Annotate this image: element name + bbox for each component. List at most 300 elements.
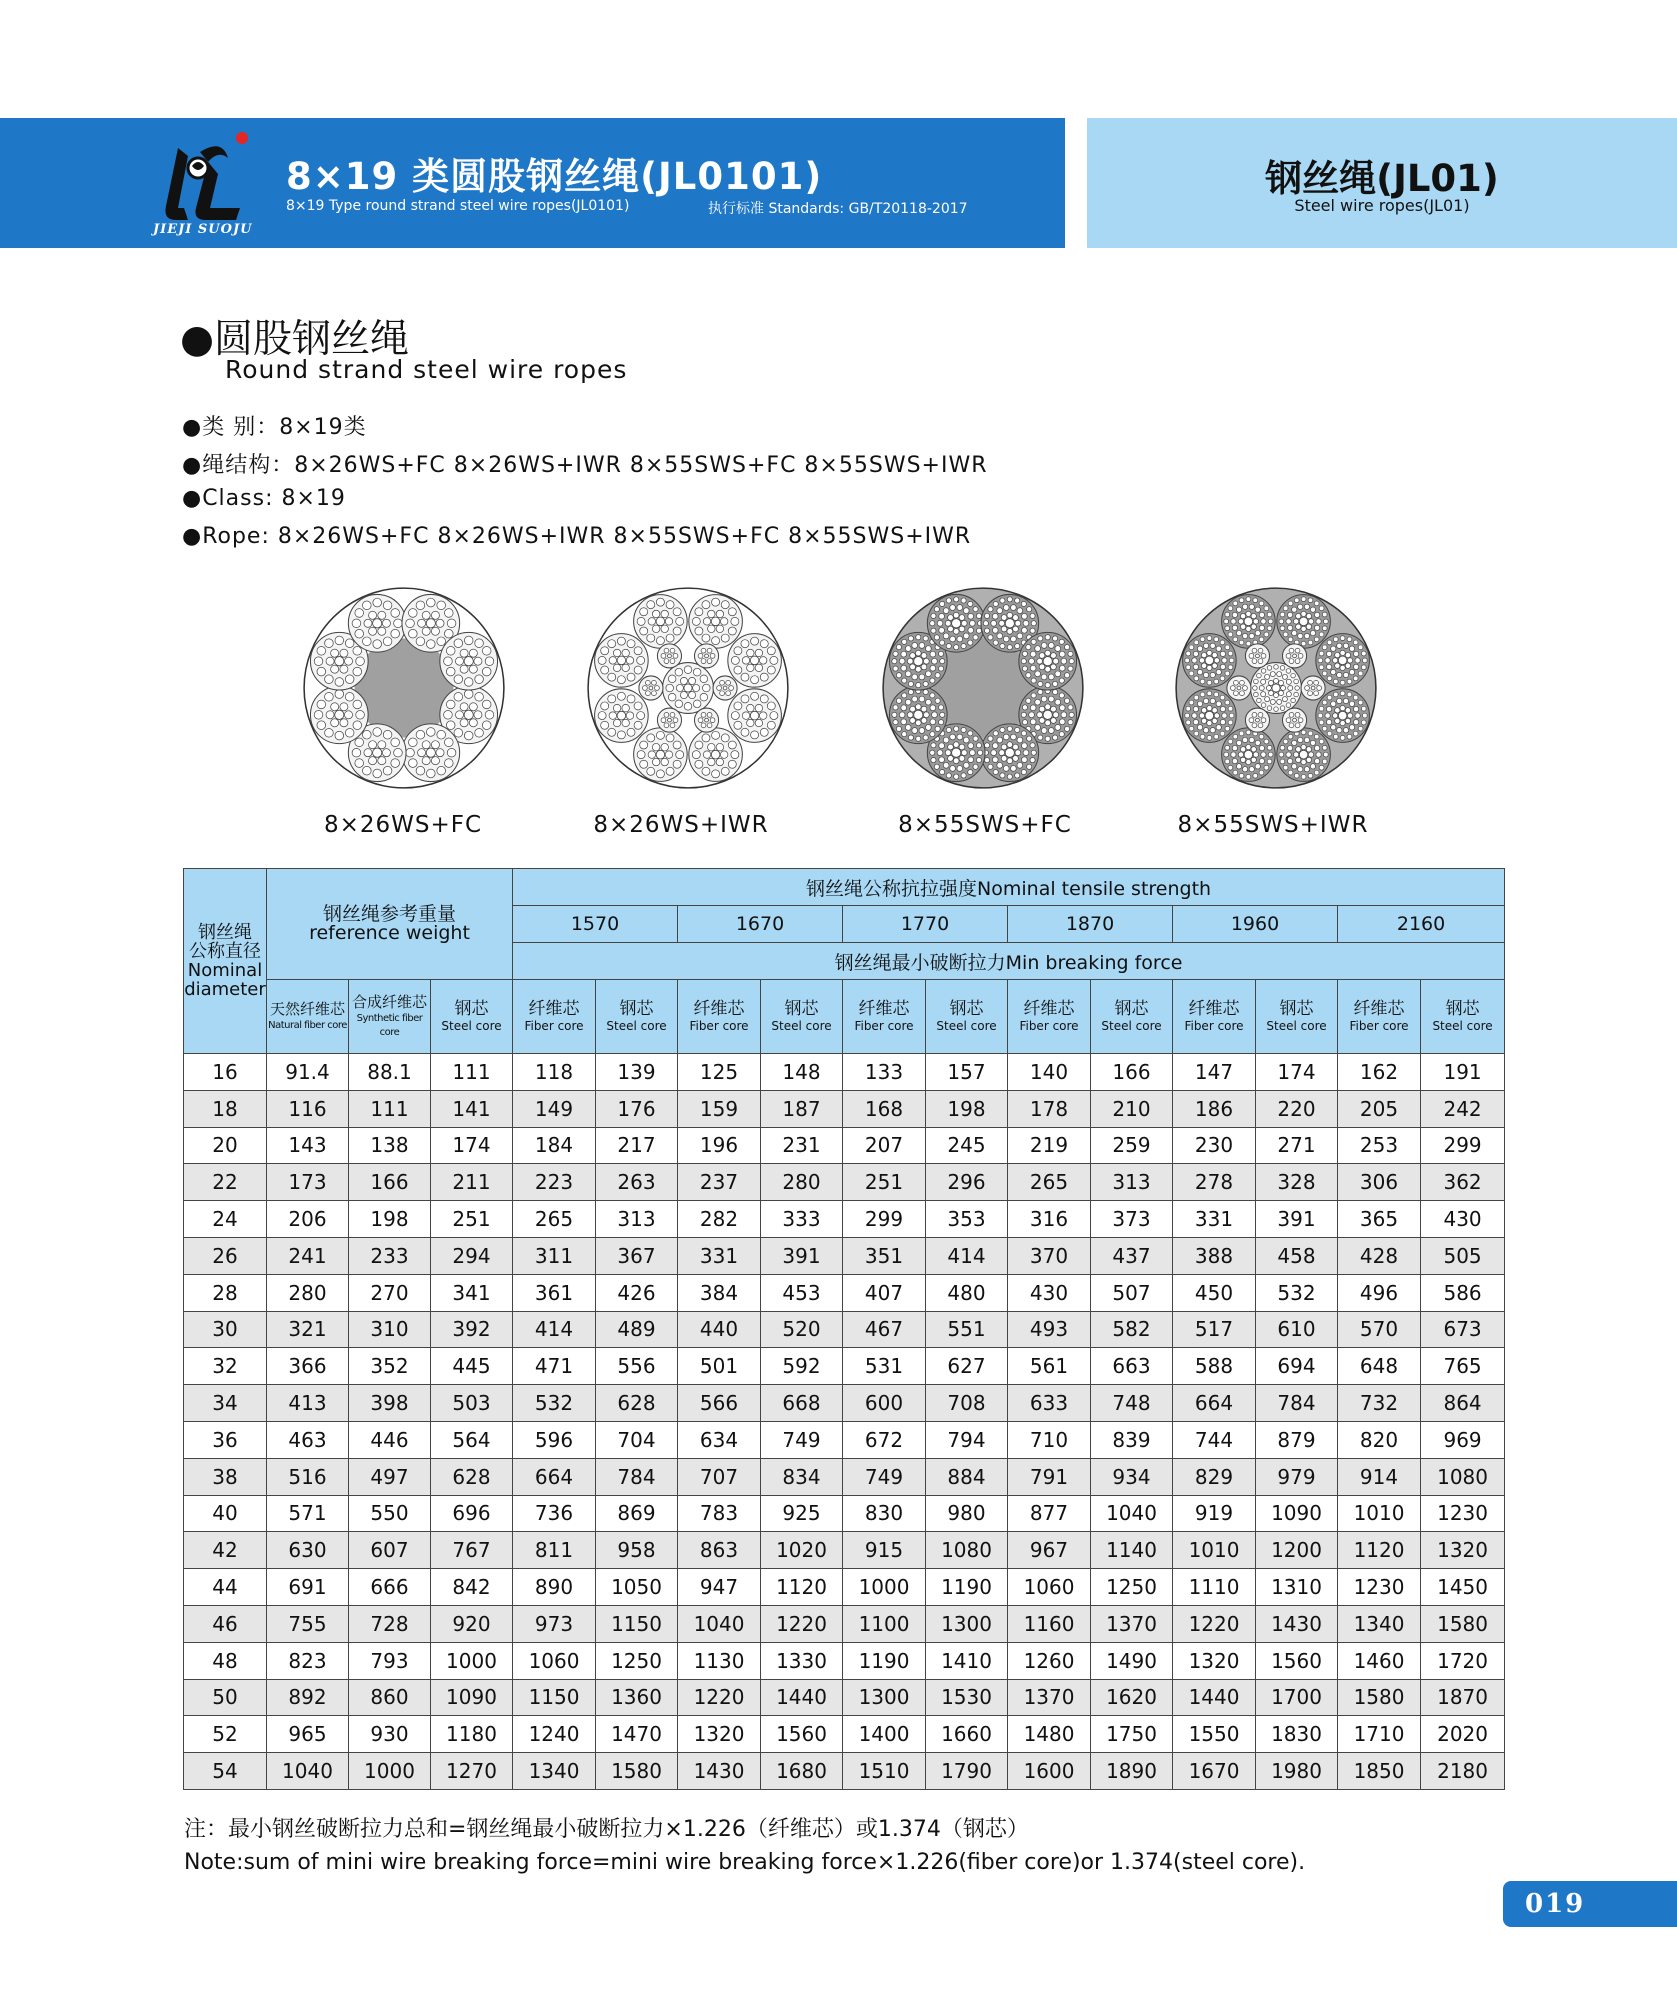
table-row bbox=[184, 1642, 1505, 1679]
table-cell: 296 bbox=[926, 1164, 1008, 1201]
table-cell: 278 bbox=[1173, 1164, 1256, 1201]
table-cell: 331 bbox=[1173, 1201, 1256, 1238]
table-cell: 596 bbox=[513, 1421, 596, 1458]
table-cell: 141 bbox=[431, 1090, 513, 1127]
table-cell: 333 bbox=[761, 1201, 843, 1238]
table-cell: 1360 bbox=[596, 1679, 678, 1716]
table-cell: 313 bbox=[1091, 1164, 1173, 1201]
table-cell: 186 bbox=[1173, 1090, 1256, 1127]
table-cell: 437 bbox=[1091, 1237, 1173, 1274]
table-cell: 1530 bbox=[926, 1679, 1008, 1716]
diameter-cell: 18 bbox=[184, 1090, 267, 1127]
table-cell: 627 bbox=[926, 1348, 1008, 1385]
table-cell: 517 bbox=[1173, 1311, 1256, 1348]
force-col-header: 钢芯 Steel core bbox=[596, 980, 678, 1054]
table-cell: 1200 bbox=[1256, 1532, 1338, 1569]
cross-section-label: 8×55SWS+FC bbox=[898, 812, 1072, 838]
table-cell: 628 bbox=[431, 1458, 513, 1495]
table-cell: 1330 bbox=[761, 1642, 843, 1679]
page-title: 8×19 类圆股钢丝绳(JL0101) bbox=[286, 155, 823, 198]
table-cell: 672 bbox=[843, 1421, 926, 1458]
table-cell: 341 bbox=[431, 1274, 513, 1311]
rope-cross-section-steel-core-icon bbox=[1173, 585, 1379, 791]
table-cell: 111 bbox=[431, 1054, 513, 1091]
table-cell: 1600 bbox=[1008, 1753, 1091, 1790]
category-title: 钢丝绳(JL01) bbox=[1265, 157, 1499, 200]
table-cell: 219 bbox=[1008, 1127, 1091, 1164]
table-cell: 564 bbox=[431, 1421, 513, 1458]
table-cell: 892 bbox=[267, 1679, 349, 1716]
strength-1770: 1770 bbox=[843, 906, 1008, 943]
table-cell: 1300 bbox=[926, 1605, 1008, 1642]
table-cell: 1870 bbox=[1421, 1679, 1505, 1716]
table-cell: 630 bbox=[267, 1532, 349, 1569]
table-cell: 610 bbox=[1256, 1311, 1338, 1348]
strength-1870: 1870 bbox=[1008, 906, 1173, 943]
table-cell: 710 bbox=[1008, 1421, 1091, 1458]
table-cell: 2180 bbox=[1421, 1753, 1505, 1790]
table-cell: 147 bbox=[1173, 1054, 1256, 1091]
weight-col-header: 合成纤维芯 Synthetic fiber core bbox=[349, 980, 431, 1054]
table-cell: 634 bbox=[678, 1421, 761, 1458]
table-cell: 210 bbox=[1091, 1090, 1173, 1127]
table-cell: 467 bbox=[843, 1311, 926, 1348]
table-cell: 1830 bbox=[1256, 1716, 1338, 1753]
table-cell: 178 bbox=[1008, 1090, 1091, 1127]
table-cell: 166 bbox=[1091, 1054, 1173, 1091]
table-cell: 947 bbox=[678, 1569, 761, 1606]
table-cell: 1260 bbox=[1008, 1642, 1091, 1679]
table-cell: 1980 bbox=[1256, 1753, 1338, 1790]
diameter-cell: 52 bbox=[184, 1716, 267, 1753]
table-row bbox=[184, 1164, 1505, 1201]
weight-col-header: 天然纤维芯 Natural fiber core bbox=[267, 980, 349, 1054]
table-cell: 884 bbox=[926, 1458, 1008, 1495]
table-cell: 839 bbox=[1091, 1421, 1173, 1458]
table-cell: 588 bbox=[1173, 1348, 1256, 1385]
table-cell: 1270 bbox=[431, 1753, 513, 1790]
table-cell: 708 bbox=[926, 1385, 1008, 1422]
table-cell: 1010 bbox=[1338, 1495, 1421, 1532]
table-cell: 1220 bbox=[1173, 1605, 1256, 1642]
table-cell: 280 bbox=[267, 1274, 349, 1311]
table-cell: 783 bbox=[678, 1495, 761, 1532]
table-cell: 704 bbox=[596, 1421, 678, 1458]
table-cell: 755 bbox=[267, 1605, 349, 1642]
table-cell: 829 bbox=[1173, 1458, 1256, 1495]
force-col-header: 纤维芯 Fiber core bbox=[1008, 980, 1091, 1054]
force-col-header: 纤维芯 Fiber core bbox=[1173, 980, 1256, 1054]
table-cell: 139 bbox=[596, 1054, 678, 1091]
diameter-cell: 16 bbox=[184, 1054, 267, 1091]
table-cell: 88.1 bbox=[349, 1054, 431, 1091]
table-cell: 736 bbox=[513, 1495, 596, 1532]
table-cell: 691 bbox=[267, 1569, 349, 1606]
table-cell: 628 bbox=[596, 1385, 678, 1422]
diameter-cell: 26 bbox=[184, 1237, 267, 1274]
table-cell: 1120 bbox=[761, 1569, 843, 1606]
table-cell: 217 bbox=[596, 1127, 678, 1164]
table-cell: 1180 bbox=[431, 1716, 513, 1753]
table-cell: 1560 bbox=[761, 1716, 843, 1753]
spec-class-en: ●Class: 8×19 bbox=[182, 486, 346, 511]
table-cell: 1790 bbox=[926, 1753, 1008, 1790]
table-cell: 668 bbox=[761, 1385, 843, 1422]
table-cell: 520 bbox=[761, 1311, 843, 1348]
table-cell: 1240 bbox=[513, 1716, 596, 1753]
table-cell: 149 bbox=[513, 1090, 596, 1127]
table-cell: 140 bbox=[1008, 1054, 1091, 1091]
logo-text: JIEJI SUOJU bbox=[153, 222, 253, 237]
table-cell: 879 bbox=[1256, 1421, 1338, 1458]
table-cell: 198 bbox=[349, 1201, 431, 1238]
table-cell: 501 bbox=[678, 1348, 761, 1385]
strength-2160: 2160 bbox=[1338, 906, 1505, 943]
table-cell: 1470 bbox=[596, 1716, 678, 1753]
table-cell: 251 bbox=[431, 1201, 513, 1238]
diameter-cell: 20 bbox=[184, 1127, 267, 1164]
table-cell: 979 bbox=[1256, 1458, 1338, 1495]
table-cell: 744 bbox=[1173, 1421, 1256, 1458]
table-cell: 351 bbox=[843, 1237, 926, 1274]
table-cell: 384 bbox=[678, 1274, 761, 1311]
table-cell: 666 bbox=[349, 1569, 431, 1606]
table-cell: 413 bbox=[267, 1385, 349, 1422]
table-cell: 362 bbox=[1421, 1164, 1505, 1201]
table-cell: 516 bbox=[267, 1458, 349, 1495]
table-cell: 125 bbox=[678, 1054, 761, 1091]
table-cell: 1510 bbox=[843, 1753, 926, 1790]
table-row bbox=[184, 1054, 1505, 1091]
table-cell: 830 bbox=[843, 1495, 926, 1532]
force-col-header: 钢芯 Steel core bbox=[926, 980, 1008, 1054]
table-cell: 561 bbox=[1008, 1348, 1091, 1385]
table-cell: 198 bbox=[926, 1090, 1008, 1127]
table-cell: 1230 bbox=[1338, 1569, 1421, 1606]
table-cell: 265 bbox=[1008, 1164, 1091, 1201]
diameter-cell: 54 bbox=[184, 1753, 267, 1790]
table-cell: 1140 bbox=[1091, 1532, 1173, 1569]
table-cell: 550 bbox=[349, 1495, 431, 1532]
table-cell: 211 bbox=[431, 1164, 513, 1201]
table-cell: 1080 bbox=[926, 1532, 1008, 1569]
table-cell: 313 bbox=[596, 1201, 678, 1238]
table-row bbox=[184, 1532, 1505, 1569]
table-cell: 1220 bbox=[678, 1679, 761, 1716]
table-cell: 532 bbox=[513, 1385, 596, 1422]
table-cell: 1750 bbox=[1091, 1716, 1173, 1753]
table-cell: 1010 bbox=[1173, 1532, 1256, 1569]
page-number: 019 bbox=[1503, 1881, 1677, 1927]
spec-rope-cn: ●绳结构：8×26WS+FC 8×26WS+IWR 8×55SWS+FC 8×55SWS+IWR bbox=[182, 453, 988, 478]
table-cell: 934 bbox=[1091, 1458, 1173, 1495]
breaking-force-header: 钢丝绳最小破断拉力Min breaking force bbox=[513, 943, 1505, 980]
table-cell: 919 bbox=[1173, 1495, 1256, 1532]
table-cell: 1110 bbox=[1173, 1569, 1256, 1606]
table-cell: 1480 bbox=[1008, 1716, 1091, 1753]
table-cell: 270 bbox=[349, 1274, 431, 1311]
table-row bbox=[184, 1495, 1505, 1532]
table-cell: 864 bbox=[1421, 1385, 1505, 1422]
table-cell: 271 bbox=[1256, 1127, 1338, 1164]
tensile-strength-header: 钢丝绳公称抗拉强度Nominal tensile strength bbox=[513, 869, 1505, 906]
table-cell: 1230 bbox=[1421, 1495, 1505, 1532]
table-cell: 1340 bbox=[1338, 1605, 1421, 1642]
table-cell: 1090 bbox=[431, 1679, 513, 1716]
table-cell: 176 bbox=[596, 1090, 678, 1127]
table-cell: 648 bbox=[1338, 1348, 1421, 1385]
table-cell: 352 bbox=[349, 1348, 431, 1385]
table-cell: 980 bbox=[926, 1495, 1008, 1532]
table-cell: 969 bbox=[1421, 1421, 1505, 1458]
table-cell: 191 bbox=[1421, 1054, 1505, 1091]
section-title: ●圆股钢丝绳 bbox=[180, 317, 410, 362]
table-cell: 1320 bbox=[678, 1716, 761, 1753]
table-row bbox=[184, 1605, 1505, 1642]
table-cell: 1580 bbox=[1338, 1679, 1421, 1716]
table-cell: 157 bbox=[926, 1054, 1008, 1091]
table-cell: 673 bbox=[1421, 1311, 1505, 1348]
table-cell: 1190 bbox=[926, 1569, 1008, 1606]
section-subtitle: Round strand steel wire ropes bbox=[225, 355, 628, 384]
table-cell: 1050 bbox=[596, 1569, 678, 1606]
table-cell: 316 bbox=[1008, 1201, 1091, 1238]
diameter-cell: 28 bbox=[184, 1274, 267, 1311]
note-en: Note:sum of mini wire breaking force=mini wire breaking force×1.226(fiber core)or 1.374(steel core). bbox=[184, 1850, 1306, 1875]
table-cell: 173 bbox=[267, 1164, 349, 1201]
table-cell: 582 bbox=[1091, 1311, 1173, 1348]
table-cell: 116 bbox=[267, 1090, 349, 1127]
table-cell: 1120 bbox=[1338, 1532, 1421, 1569]
table-cell: 496 bbox=[1338, 1274, 1421, 1311]
cross-section-label: 8×26WS+FC bbox=[323, 812, 483, 838]
table-cell: 388 bbox=[1173, 1237, 1256, 1274]
table-cell: 493 bbox=[1008, 1311, 1091, 1348]
table-cell: 834 bbox=[761, 1458, 843, 1495]
diameter-cell: 22 bbox=[184, 1164, 267, 1201]
table-cell: 233 bbox=[349, 1237, 431, 1274]
table-cell: 1430 bbox=[678, 1753, 761, 1790]
table-cell: 299 bbox=[843, 1201, 926, 1238]
table-cell: 480 bbox=[926, 1274, 1008, 1311]
table-cell: 1150 bbox=[513, 1679, 596, 1716]
force-col-header: 钢芯 Steel core bbox=[1256, 980, 1338, 1054]
table-cell: 915 bbox=[843, 1532, 926, 1569]
table-cell: 1000 bbox=[349, 1753, 431, 1790]
table-cell: 1310 bbox=[1256, 1569, 1338, 1606]
diameter-cell: 42 bbox=[184, 1532, 267, 1569]
table-cell: 311 bbox=[513, 1237, 596, 1274]
table-cell: 414 bbox=[926, 1237, 1008, 1274]
table-cell: 430 bbox=[1008, 1274, 1091, 1311]
table-cell: 728 bbox=[349, 1605, 431, 1642]
table-cell: 784 bbox=[596, 1458, 678, 1495]
diameter-cell: 34 bbox=[184, 1385, 267, 1422]
force-col-header: 纤维芯 Fiber core bbox=[843, 980, 926, 1054]
table-cell: 430 bbox=[1421, 1201, 1505, 1238]
table-cell: 497 bbox=[349, 1458, 431, 1495]
table-cell: 253 bbox=[1338, 1127, 1421, 1164]
table-cell: 206 bbox=[267, 1201, 349, 1238]
table-cell: 965 bbox=[267, 1716, 349, 1753]
table-cell: 664 bbox=[513, 1458, 596, 1495]
table-cell: 823 bbox=[267, 1642, 349, 1679]
table-cell: 1000 bbox=[431, 1642, 513, 1679]
table-cell: 391 bbox=[1256, 1201, 1338, 1238]
cross-section-label: 8×26WS+IWR bbox=[593, 812, 769, 838]
table-cell: 361 bbox=[513, 1274, 596, 1311]
table-cell: 749 bbox=[843, 1458, 926, 1495]
table-cell: 1060 bbox=[1008, 1569, 1091, 1606]
table-cell: 1020 bbox=[761, 1532, 843, 1569]
table-cell: 133 bbox=[843, 1054, 926, 1091]
table-cell: 159 bbox=[678, 1090, 761, 1127]
table-cell: 914 bbox=[1338, 1458, 1421, 1495]
table-cell: 707 bbox=[678, 1458, 761, 1495]
table-cell: 391 bbox=[761, 1237, 843, 1274]
table-cell: 398 bbox=[349, 1385, 431, 1422]
table-cell: 148 bbox=[761, 1054, 843, 1091]
table-cell: 463 bbox=[267, 1421, 349, 1458]
table-cell: 811 bbox=[513, 1532, 596, 1569]
table-cell: 471 bbox=[513, 1348, 596, 1385]
table-cell: 842 bbox=[431, 1569, 513, 1606]
table-cell: 1440 bbox=[1173, 1679, 1256, 1716]
table-cell: 241 bbox=[267, 1237, 349, 1274]
table-row bbox=[184, 1201, 1505, 1238]
table-cell: 231 bbox=[761, 1127, 843, 1164]
diameter-cell: 48 bbox=[184, 1642, 267, 1679]
table-cell: 532 bbox=[1256, 1274, 1338, 1311]
table-row bbox=[184, 1421, 1505, 1458]
table-cell: 230 bbox=[1173, 1127, 1256, 1164]
table-cell: 1100 bbox=[843, 1605, 926, 1642]
table-cell: 1000 bbox=[843, 1569, 926, 1606]
table-cell: 1580 bbox=[1421, 1605, 1505, 1642]
table-cell: 748 bbox=[1091, 1385, 1173, 1422]
table-row bbox=[184, 1385, 1505, 1422]
table-cell: 925 bbox=[761, 1495, 843, 1532]
table-cell: 414 bbox=[513, 1311, 596, 1348]
rope-cross-section-fiber-core-icon bbox=[301, 585, 507, 791]
weight-header: 钢丝绳参考重量 reference weight bbox=[267, 869, 513, 980]
table-cell: 168 bbox=[843, 1090, 926, 1127]
table-cell: 392 bbox=[431, 1311, 513, 1348]
table-cell: 1340 bbox=[513, 1753, 596, 1790]
table-cell: 767 bbox=[431, 1532, 513, 1569]
table-cell: 328 bbox=[1256, 1164, 1338, 1201]
table-cell: 1560 bbox=[1256, 1642, 1338, 1679]
diameter-cell: 38 bbox=[184, 1458, 267, 1495]
category-subtitle: Steel wire ropes(JL01) bbox=[1294, 196, 1470, 215]
table-cell: 91.4 bbox=[267, 1054, 349, 1091]
table-row bbox=[184, 1569, 1505, 1606]
table-cell: 205 bbox=[1338, 1090, 1421, 1127]
table-cell: 306 bbox=[1338, 1164, 1421, 1201]
table-row bbox=[184, 1090, 1505, 1127]
table-cell: 294 bbox=[431, 1237, 513, 1274]
table-cell: 1430 bbox=[1256, 1605, 1338, 1642]
table-cell: 920 bbox=[431, 1605, 513, 1642]
table-cell: 1300 bbox=[843, 1679, 926, 1716]
table-cell: 1040 bbox=[267, 1753, 349, 1790]
table-cell: 265 bbox=[513, 1201, 596, 1238]
table-cell: 174 bbox=[431, 1127, 513, 1164]
spec-rope-en: ●Rope: 8×26WS+FC 8×26WS+IWR 8×55SWS+FC 8×55SWS+IWR bbox=[182, 524, 972, 549]
table-cell: 1580 bbox=[596, 1753, 678, 1790]
diameter-cell: 30 bbox=[184, 1311, 267, 1348]
table-cell: 321 bbox=[267, 1311, 349, 1348]
table-cell: 373 bbox=[1091, 1201, 1173, 1238]
table-cell: 458 bbox=[1256, 1237, 1338, 1274]
table-cell: 489 bbox=[596, 1311, 678, 1348]
table-cell: 453 bbox=[761, 1274, 843, 1311]
table-cell: 794 bbox=[926, 1421, 1008, 1458]
standard-label: 执行标准 Standards: GB/T20118-2017 bbox=[708, 201, 968, 217]
table-cell: 1450 bbox=[1421, 1569, 1505, 1606]
table-cell: 592 bbox=[761, 1348, 843, 1385]
table-cell: 299 bbox=[1421, 1127, 1505, 1164]
table-cell: 570 bbox=[1338, 1311, 1421, 1348]
table-cell: 1890 bbox=[1091, 1753, 1173, 1790]
spec-class-cn: ●类 别：8×19类 bbox=[182, 415, 367, 440]
table-cell: 242 bbox=[1421, 1090, 1505, 1127]
table-cell: 749 bbox=[761, 1421, 843, 1458]
table-cell: 1550 bbox=[1173, 1716, 1256, 1753]
table-cell: 1850 bbox=[1338, 1753, 1421, 1790]
table-cell: 166 bbox=[349, 1164, 431, 1201]
table-cell: 1040 bbox=[1091, 1495, 1173, 1532]
table-cell: 586 bbox=[1421, 1274, 1505, 1311]
table-cell: 1660 bbox=[926, 1716, 1008, 1753]
table-cell: 245 bbox=[926, 1127, 1008, 1164]
strength-1960: 1960 bbox=[1173, 906, 1338, 943]
table-cell: 860 bbox=[349, 1679, 431, 1716]
table-cell: 531 bbox=[843, 1348, 926, 1385]
diameter-header: 钢丝绳 公称直径 Nominal diameter bbox=[184, 869, 267, 1054]
table-row bbox=[184, 1348, 1505, 1385]
strength-1670: 1670 bbox=[678, 906, 843, 943]
table-cell: 664 bbox=[1173, 1385, 1256, 1422]
table-cell: 732 bbox=[1338, 1385, 1421, 1422]
table-cell: 930 bbox=[349, 1716, 431, 1753]
table-cell: 118 bbox=[513, 1054, 596, 1091]
table-cell: 973 bbox=[513, 1605, 596, 1642]
table-cell: 505 bbox=[1421, 1237, 1505, 1274]
table-cell: 1680 bbox=[761, 1753, 843, 1790]
table-cell: 143 bbox=[267, 1127, 349, 1164]
diameter-cell: 36 bbox=[184, 1421, 267, 1458]
table-cell: 174 bbox=[1256, 1054, 1338, 1091]
table-cell: 1250 bbox=[1091, 1569, 1173, 1606]
table-cell: 263 bbox=[596, 1164, 678, 1201]
table-cell: 958 bbox=[596, 1532, 678, 1569]
table-cell: 367 bbox=[596, 1237, 678, 1274]
table-cell: 1060 bbox=[513, 1642, 596, 1679]
diameter-cell: 50 bbox=[184, 1679, 267, 1716]
rope-cross-section-steel-core-icon bbox=[585, 585, 791, 791]
table-cell: 407 bbox=[843, 1274, 926, 1311]
force-col-header: 钢芯 Steel core bbox=[761, 980, 843, 1054]
diameter-cell: 46 bbox=[184, 1605, 267, 1642]
table-row bbox=[184, 1753, 1505, 1790]
table-cell: 237 bbox=[678, 1164, 761, 1201]
diameter-cell: 24 bbox=[184, 1201, 267, 1238]
table-row bbox=[184, 1237, 1505, 1274]
table-cell: 111 bbox=[349, 1090, 431, 1127]
table-cell: 869 bbox=[596, 1495, 678, 1532]
table-cell: 633 bbox=[1008, 1385, 1091, 1422]
